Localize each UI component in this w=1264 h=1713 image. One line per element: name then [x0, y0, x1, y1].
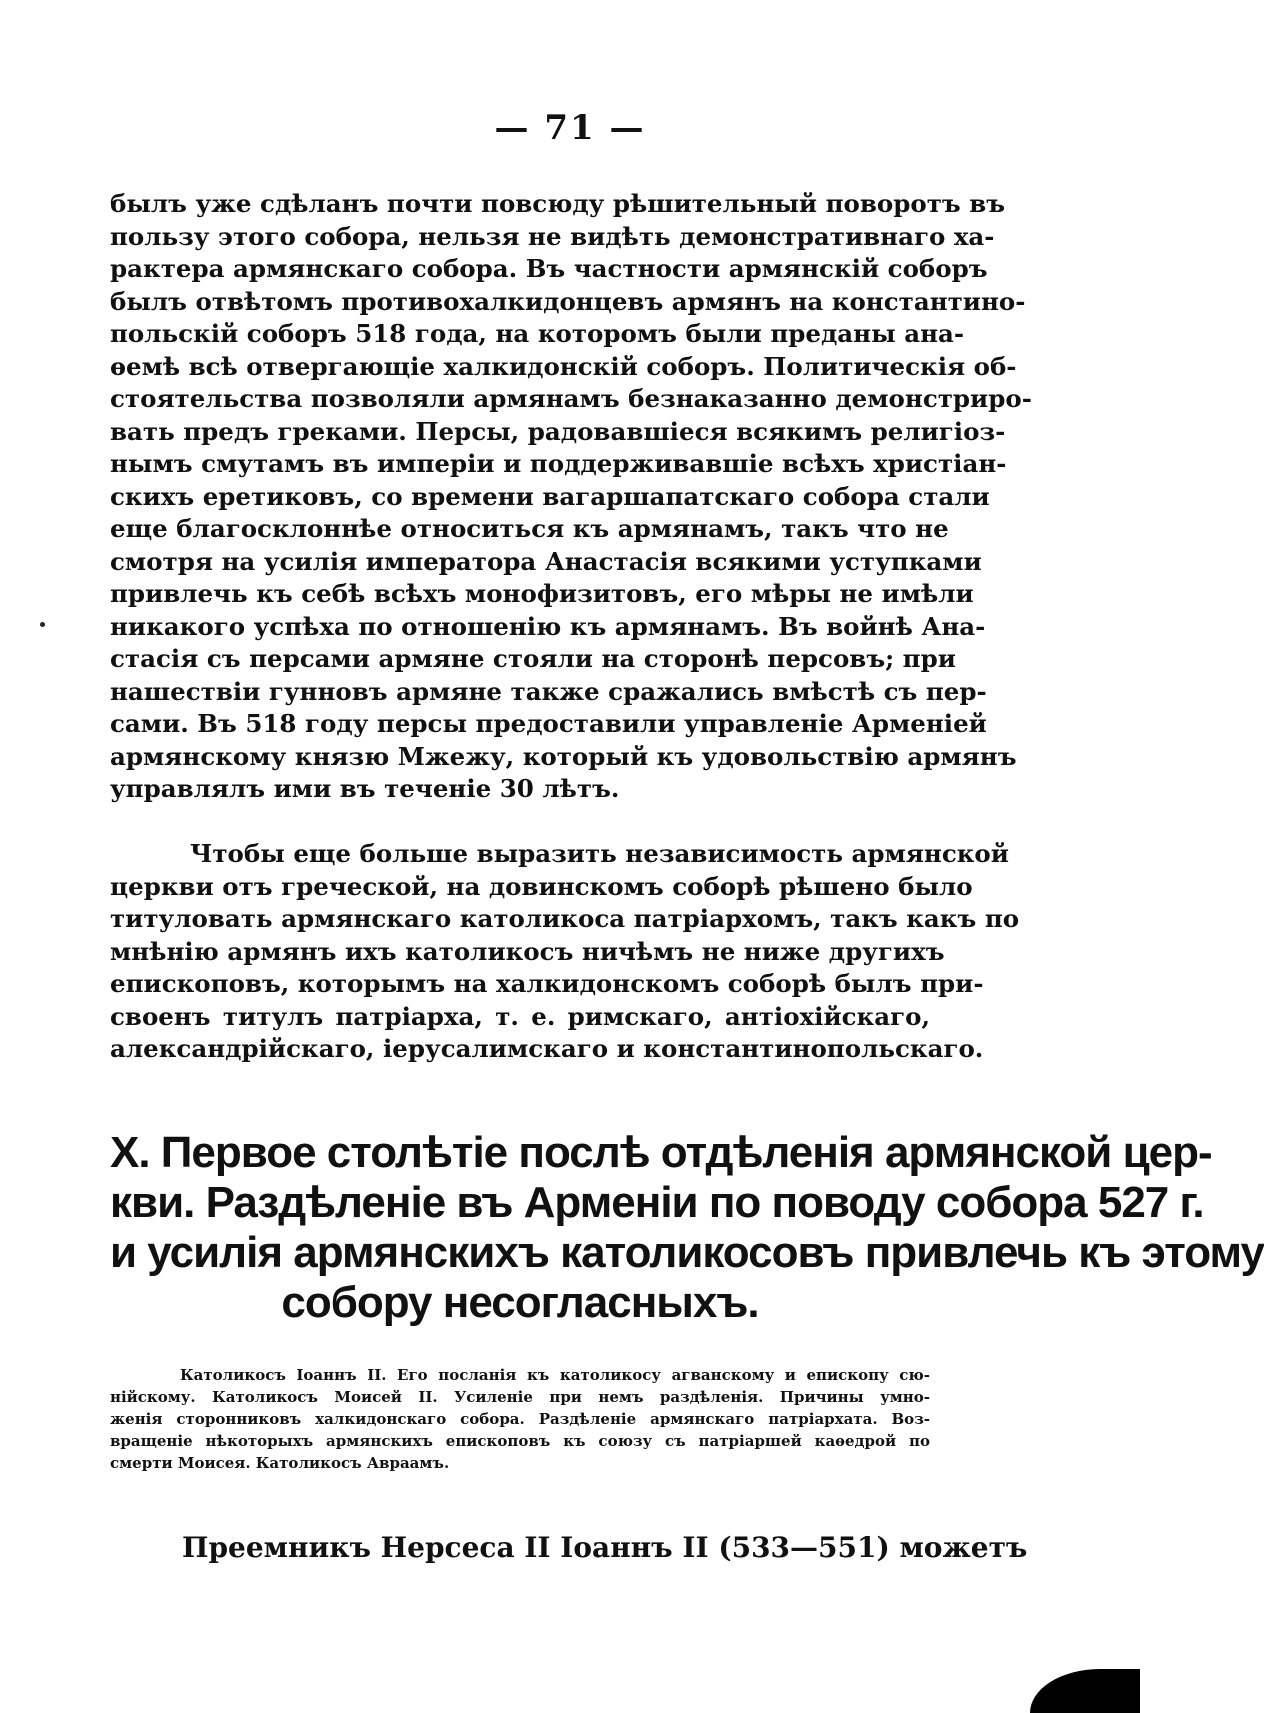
body-paragraph-2: [110, 838, 1020, 1066]
text-line: вать предъ греками. Персы, радовавшіеся всякимъ религіоз-: [110, 416, 1006, 446]
section-heading: [110, 1128, 1264, 1328]
heading-line: X. Первое столѣтіе послѣ отдѣленія армянской цер-: [110, 1128, 1212, 1177]
text-line: церкви отъ греческой, на довинскомъ соборѣ рѣшено было: [110, 871, 973, 901]
text-line: своенъ титулъ патріарха, т. е. римскаго, антіохійскаго,: [110, 1001, 930, 1031]
text-line: нашествіи гунновъ армяне также сражались вмѣстѣ съ пер-: [110, 676, 987, 706]
text-line: смотря на усилія императора Анастасія всякими уступками: [110, 546, 982, 576]
text-line: былъ уже сдѣланъ почти повсюду рѣшительный поворотъ въ: [110, 189, 1006, 218]
text-line: армянскому князю Мжежу, который къ удовольствію армянъ: [110, 741, 1017, 771]
page-number: — 71 —: [494, 108, 646, 148]
text-line: титуловать армянскаго католикоса патріархомъ, такъ какъ по: [110, 904, 1020, 933]
text-line: епископовъ, которымъ на халкидонскомъ соборѣ былъ при-: [110, 969, 984, 998]
text-line: стоятельства позволяли армянамъ безнаказанно демонстриро-: [110, 384, 1032, 413]
text-line: никакого успѣха по отношенію къ армянамъ. Въ войнѣ Ана-: [110, 611, 986, 641]
text-line: польскій соборъ 518 года, на которомъ были преданы ана-: [110, 319, 965, 348]
text-line: рактера армянскаго собора. Въ частности армянскій соборъ: [110, 254, 988, 283]
text-line: управлялъ ими въ теченіе 30 лѣтъ.: [110, 774, 620, 803]
heading-line: собору несогласныхъ.: [281, 1278, 759, 1327]
text-line: стасія съ персами армяне стояли на сторонѣ персовъ; при: [110, 644, 956, 673]
heading-line: и усилія армянскихъ католикосовъ привлечь къ этому: [110, 1228, 1264, 1277]
heading-line: кви. Раздѣленіе въ Арменіи по поводу собора 527 г.: [110, 1178, 1204, 1227]
text-line: былъ отвѣтомъ противохалкидонцевъ армянъ на константино-: [110, 286, 1026, 316]
section-summary: [110, 1364, 930, 1474]
summary-line: нійскому. Католикосъ Моисей II. Усиленіе при немъ раздѣленія. Причины умно-: [110, 1388, 930, 1406]
text-line: привлечь къ себѣ всѣхъ монофизитовъ, его мѣры не имѣли: [110, 579, 974, 608]
text-line: ѳемѣ всѣ отвергающіе халкидонскій соборъ. Политическія об-: [110, 351, 1017, 381]
text-line: Чтобы еще больше выразить независимость армянской: [190, 839, 1009, 868]
text-line: скихъ еретиковъ, со времени вагаршапатскаго собора стали: [110, 481, 990, 511]
margin-dot: [40, 622, 45, 627]
text-line: нымъ смутамъ въ имперіи и поддерживавшіе всѣхъ христіан-: [110, 449, 1007, 478]
text-line: еще благосклоннѣе относиться къ армянамъ, такъ что не: [110, 514, 949, 543]
body-paragraph-1: [110, 188, 1032, 806]
summary-line: женія сторонниковъ халкидонскаго собора. Раздѣленіе армянскаго патріархата. Воз-: [110, 1410, 930, 1428]
closing-line: Преемникъ Нерсеса II Іоаннъ II (533—551) можетъ: [182, 1531, 1028, 1564]
text-line: александрійскаго, іерусалимскаго и константинопольскаго.: [110, 1034, 984, 1063]
text-line: пользу этого собора, нельзя не видѣть демонстративнаго ха-: [110, 221, 995, 251]
text-line: мнѣнію армянъ ихъ католикосъ ничѣмъ не ниже другихъ: [110, 936, 945, 966]
scan-corner-mark: [1030, 1669, 1140, 1713]
summary-line: Католикосъ Іоаннъ II. Его посланія къ католикосу агванскому и епископу сю-: [180, 1366, 930, 1384]
summary-line: смерти Моисея. Католикосъ Авраамъ.: [110, 1454, 450, 1472]
text-line: сами. Въ 518 году персы предоставили управленіе Арменіей: [110, 709, 987, 738]
summary-line: вращеніе нѣкоторыхъ армянскихъ епископовъ къ союзу съ патріаршей каѳедрой по: [110, 1432, 930, 1450]
